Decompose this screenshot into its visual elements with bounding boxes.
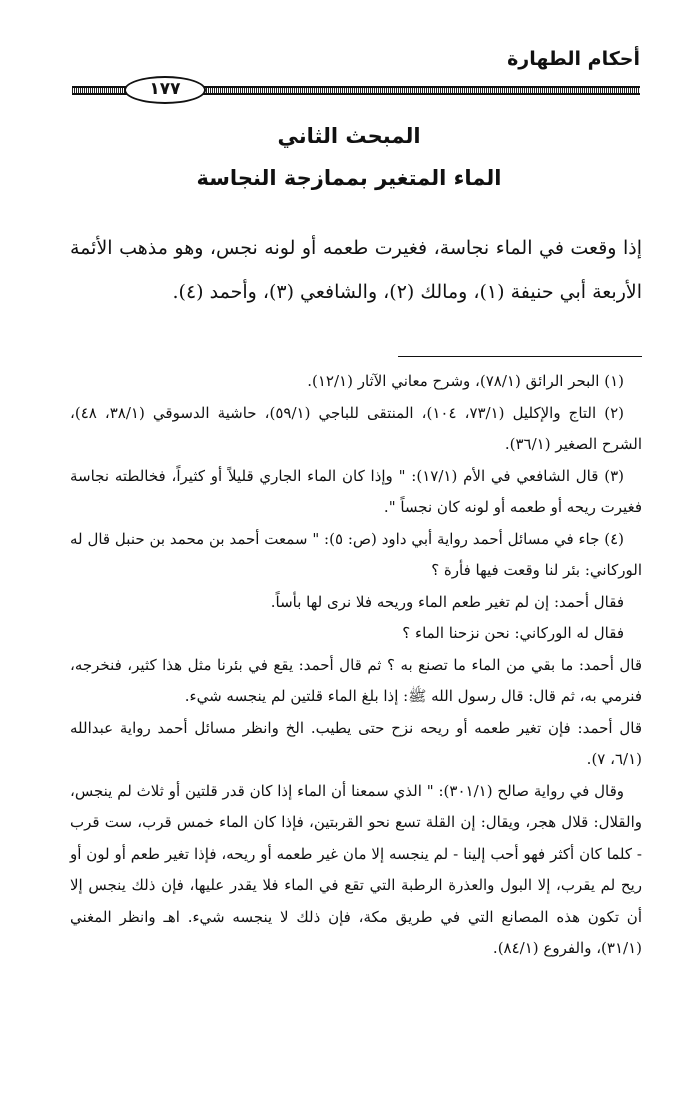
footnote-4-line: وقال في رواية صالح (٣٠١/١): " الذي سمعنا أن الماء إذا كان قدر قلتين أو ثلاث لم ينجس، والقلال: قلال هجر، ويقال: إن القلة تسع نحو القربتين، فإذا كان الماء خمس قرب، ست قرب - كلما كان أكثر فهو أحب إلينا - لم ينجسه إلا مان غير طعمه أو ريحه، فإذا تغير طعم أو لون أو ريح لم يقرب، إلا البول والعذرة الرطبة التي تقع في الماء فلا يقدر عليها، فإن ذلك ينجس إلا أن تكون هذه المصانع التي في طريق مكة، فإن ذلك لا ينجسه شيء. اهـ وانظر المغني (٣١/١)، والفروع (٨٤/١). <box>70 781 642 957</box>
footnote-4-line: قال أحمد: فإن تغير طعمه أو ريحه نزح حتى يطيب. الخ وانظر مسائل أحمد رواية عبدالله (٦/١، ٧). <box>70 718 642 768</box>
footnote-2: (٢) التاج والإكليل (٧٣/١، ١٠٤)، المنتقى للباجي (٥٩/١)، حاشية الدسوقي (٣٨/١، ٤٨)، الشرح الصغير (٣٦/١). <box>70 403 642 453</box>
footnote-4-line: فقال أحمد: إن لم تغير طعم الماء وريحه فلا نرى لها بأساً. <box>270 592 624 611</box>
section-subheading: الماء المتغير بممازجة النجاسة <box>196 166 502 190</box>
footnote-4-line: قال أحمد: ما بقي من الماء ما تصنع به ؟ ثم قال أحمد: يقع في بئرنا مثل هذا كثير، فنخرجه، فنرمي به، ثم قال: قال رسول الله ﷺ: إذا بلغ الماء قلتين لم ينجسه شيء. <box>70 655 642 705</box>
footnote-4-line: فقال له الوركاني: نحن نزحنا الماء ؟ <box>402 624 624 642</box>
footnote-separator <box>398 356 642 357</box>
footnote-3: (٣) قال الشافعي في الأم (١٧/١): " وإذا كان الماء الجاري قليلاً أو كثيراً، فخالطته نجاسة فغيرت ريحه أو طعمه أو لونه كان نجساً ". <box>70 466 642 516</box>
body-paragraph: إذا وقعت في الماء نجاسة، فغيرت طعمه أو لونه نجس، وهو مذهب الأئمة الأربعة أبي حنيفة (١)، ومالك (٢)، والشافعي (٣)، وأحمد (٤). <box>70 237 642 303</box>
running-title: أحكام الطهارة <box>507 48 640 70</box>
page-number: ١٧٧ <box>124 76 206 104</box>
section-heading: المبحث الثاني <box>277 124 421 148</box>
footnote-1: (١) البحر الرائق (٧٨/١)، وشرح معاني الآثار (١٢/١). <box>307 372 624 390</box>
footnote-4: (٤) جاء في مسائل أحمد رواية أبي داود (ص: ٥): " سمعت أحمد بن محمد بن حنبل قال له الوركاني: بئر لنا وقعت فيها فأرة ؟ <box>70 529 642 579</box>
footnotes <box>70 366 642 965</box>
